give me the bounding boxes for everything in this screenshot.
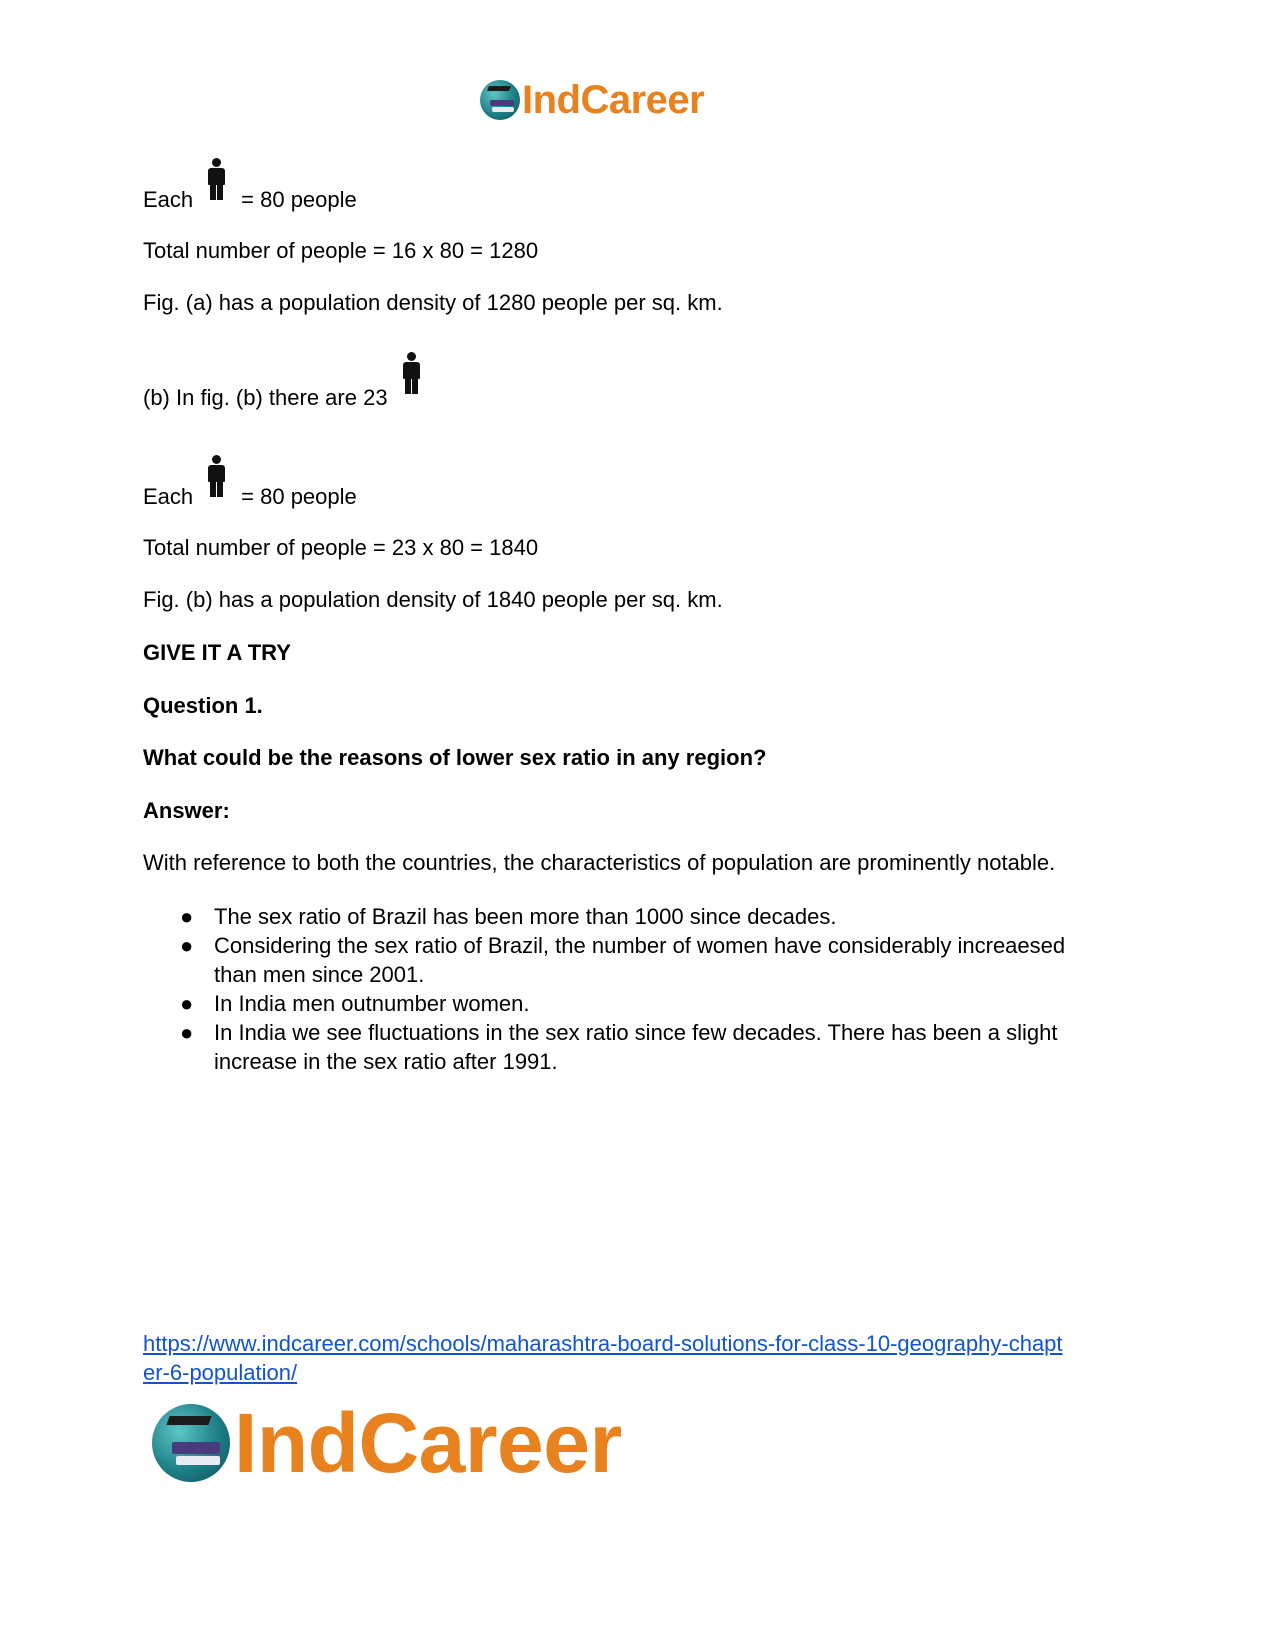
each-value: = 80 people xyxy=(241,484,357,509)
footer-logo xyxy=(152,1398,622,1488)
list-item xyxy=(143,902,1074,931)
each-label: Each xyxy=(143,187,194,212)
each-label: Each xyxy=(143,484,194,509)
footer-logo-text: IndCareer xyxy=(234,1396,622,1490)
question-text: What could be the reasons of lower sex ratio in any region? xyxy=(143,745,767,770)
header-logo xyxy=(480,78,704,122)
person-icon xyxy=(400,352,422,398)
answer-label: Answer: xyxy=(143,798,230,823)
list-item xyxy=(143,931,1074,989)
bullet-text: Considering the sex ratio of Brazil, the number of women have considerably increaesed than men since 2001. xyxy=(214,933,1066,987)
bullet-text: In India we see fluctuations in the sex ratio since few decades. There has been a slight increase in the sex ratio after 1991. xyxy=(214,1020,1058,1074)
each-value: = 80 people xyxy=(241,187,357,212)
bullet-icon: ● xyxy=(180,1020,194,1045)
answer-bullet-list xyxy=(143,902,1074,1076)
source-url-link[interactable]: https://www.indcareer.com/schools/maharashtra-board-solutions-for-class-10-geography-chapter-6-population/ xyxy=(143,1331,1063,1385)
answer-intro: With reference to both the countries, the characteristics of population are prominently notable. xyxy=(143,850,1056,875)
person-icon xyxy=(205,158,227,204)
section-heading: GIVE IT A TRY xyxy=(143,640,291,665)
legend-row-2 xyxy=(143,465,357,511)
bullet-icon: ● xyxy=(180,991,194,1016)
legend-row-1 xyxy=(143,168,357,214)
fig-b-intro-row xyxy=(143,356,422,412)
header-logo-text: IndCareer xyxy=(522,78,705,122)
bullet-text: In India men outnumber women. xyxy=(214,991,530,1016)
fig-b-intro: (b) In fig. (b) there are 23 xyxy=(143,385,388,410)
bullet-icon: ● xyxy=(180,933,194,958)
indcareer-globe-logo-icon xyxy=(480,80,520,120)
bullet-icon: ● xyxy=(180,904,194,929)
bullet-text: The sex ratio of Brazil has been more than 1000 since decades. xyxy=(214,904,837,929)
person-icon xyxy=(205,455,227,501)
density-b: Fig. (b) has a population density of 1840 people per sq. km. xyxy=(143,587,723,612)
list-item xyxy=(143,989,1074,1018)
total-b: Total number of people = 23 x 80 = 1840 xyxy=(143,535,539,560)
density-a: Fig. (a) has a population density of 1280 people per sq. km. xyxy=(143,290,723,315)
question-label: Question 1. xyxy=(143,693,263,718)
list-item xyxy=(143,1018,1074,1076)
indcareer-globe-logo-icon xyxy=(152,1404,230,1482)
total-a: Total number of people = 16 x 80 = 1280 xyxy=(143,238,539,263)
